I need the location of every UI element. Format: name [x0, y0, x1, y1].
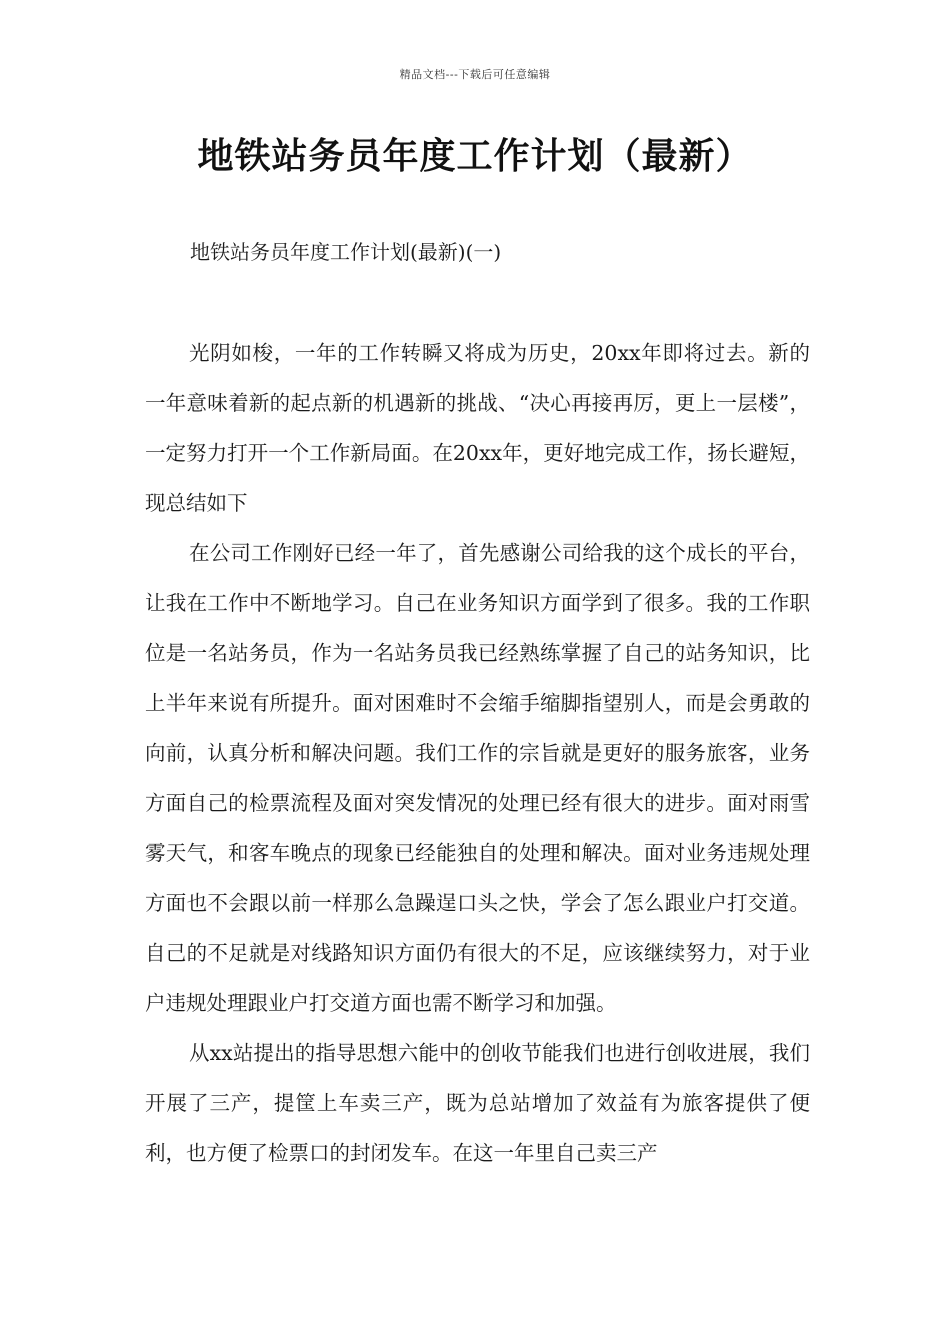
document-body — [145, 328, 810, 1178]
paragraph-3: 从xx站提出的指导思想六能中的创收节能我们也进行创收进展，我们开展了三产，提筐上车卖三产，既为总站增加了效益有为旅客提供了便利，也方便了检票口的封闭发车。在这一年里自己卖三产 — [145, 1041, 810, 1165]
paragraph-2: 在公司工作刚好已经一年了，首先感谢公司给我的这个成长的平台，让我在工作中不断地学习。自己在业务知识方面学到了很多。我的工作职位是一名站务员，作为一名站务员我已经熟练掌握了自己的站务知识，比上半年来说有所提升。面对困难时不会缩手缩脚指望别人，而是会勇敢的向前，认真分析和解决问题。我们工作的宗旨就是更好的服务旅客，业务方面自己的检票流程及面对突发情况的处理已经有很大的进步。面对雨雪雾天气，和客车晚点的现象已经能独自的处理和解决。面对业务违规处理方面也不会跟以前一样那么急躁逞口头之快，学会了怎么跟业户打交道。自己的不足就是对线路知识方面仍有很大的不足，应该继续努力，对于业户违规处理跟业户打交道方面也需不断学习和加强。 — [145, 541, 810, 1015]
header-note: 精品文档---下载后可任意编辑 — [399, 68, 551, 81]
document-title: 地铁站务员年度工作计划（最新） — [197, 136, 753, 177]
document-subtitle: 地铁站务员年度工作计划(最新)(一) — [190, 240, 502, 264]
paragraph-1: 光阴如梭，一年的工作转瞬又将成为历史，20xx年即将过去。新的一年意味着新的起点新的机遇新的挑战、“决心再接再厉，更上一层楼”，一定努力打开一个工作新局面。在20xx年，更好地完成工作，扬长避短，现总结如下 — [145, 341, 810, 515]
